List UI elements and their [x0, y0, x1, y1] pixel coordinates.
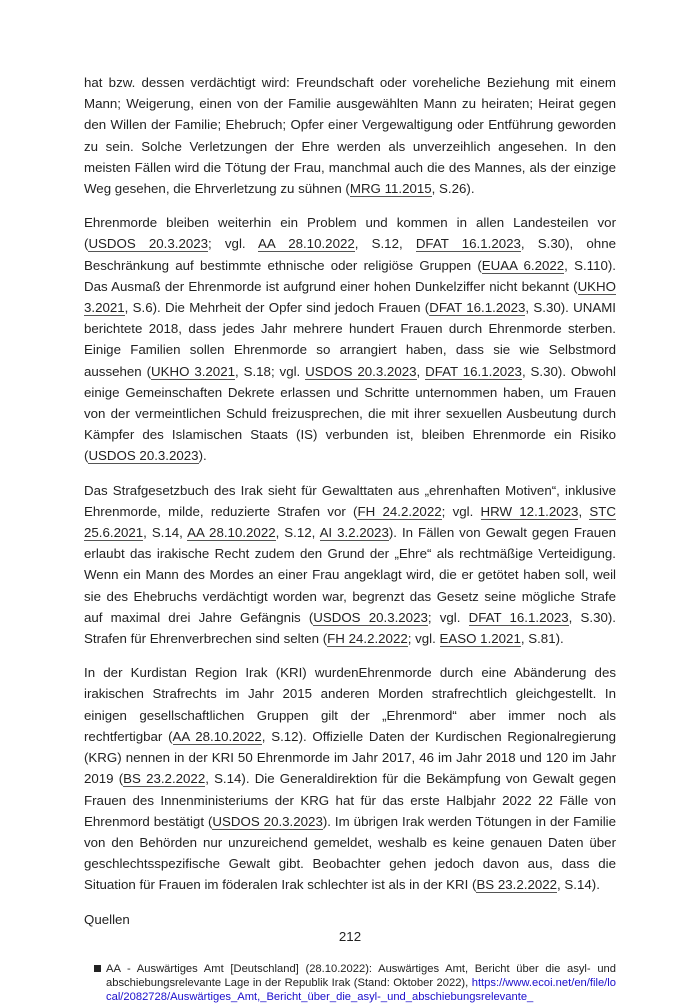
citation-link[interactable]: DFAT 16.1.2023	[468, 609, 569, 625]
citation-link[interactable]: USDOS 20.3.2023	[88, 448, 199, 464]
paragraph	[84, 212, 616, 466]
citation-link[interactable]: USDOS 20.3.2023	[212, 813, 323, 829]
text-run: , S.30). Strafen für Ehrenverbrechen sind selten (	[84, 609, 617, 647]
text-run: , S.12). Offizielle Daten der Kurdischen Regionalregierung (KRG) nennen in der KRI 50 Ehrenmorde im Jahr 2017, 46 im Jahr 2018 und 120 im Jahr 2019 (	[84, 728, 616, 787]
citation-link[interactable]: FH 24.2.2022	[327, 631, 408, 647]
citation-link[interactable]: STC 25.6.2021	[84, 503, 616, 541]
citation-link[interactable]: DFAT 16.1.2023	[415, 236, 521, 252]
text-run: ; vgl.	[441, 503, 481, 519]
text-run: ). Im übrigen Irak werden Tötungen in der Familie von den Behörden nur unzureichend gemeldet, weshalb es keine genauen Daten über geschlechtsspezifische Gewalt gibt. Beobachter gehen jedoch davon aus, dass die Situation für Frauen im föderalen Irak schlechter ist als in der KRI (	[84, 813, 617, 893]
paragraph	[84, 72, 616, 199]
text-run: , S.26).	[431, 181, 475, 197]
text-run: ; vgl.	[427, 609, 469, 625]
citation-link[interactable]: HRW 12.1.2023	[480, 503, 579, 519]
text-run: hat bzw. dessen verdächtigt wird: Freundschaft oder voreheliche Beziehung mit einem Mann; Weigerung, einen von der Familie ausgewählten Mann zu heiraten; Heirat gegen den Willen der Familie; Ehebruch; Opfer einer Vergewaltigung oder Entführung geworden zu sein. Solche Verletzungen der Ehre werden als unverzeihlich angesehen. In den meisten Fällen wird die Tötung der Frau, manchmal auch die des Mannes, als der einzige Weg gesehen, die Ehrverletzung zu sühnen (	[84, 75, 616, 197]
page-number: 212	[338, 929, 362, 944]
source-text: AA - Auswärtiges Amt [Deutschland] (28.10.2022): Auswärtiges Amt, Bericht über die asyl- und abschiebungsrelevante Lage in der Republik Irak (Stand: Oktober 2022),	[106, 962, 616, 989]
citation-link[interactable]: BS 23.2.2022	[123, 771, 206, 787]
citation-link[interactable]: AA 28.10.2022	[187, 525, 276, 541]
citation-link[interactable]: DFAT 16.1.2023	[429, 300, 526, 316]
paragraph	[84, 662, 616, 895]
citation-link[interactable]: USDOS 20.3.2023	[313, 609, 428, 625]
source-item	[94, 962, 616, 1004]
citation-link[interactable]: UKHO 3.2021	[84, 278, 616, 316]
text-run: ; vgl.	[407, 631, 440, 647]
citation-link[interactable]: AA 28.10.2022	[172, 728, 262, 744]
citation-link[interactable]: FH 24.2.2022	[357, 503, 442, 519]
text-run: , S.14).	[557, 877, 600, 893]
text-run: , S.30). Obwohl einige Gemeinschaften Dekrete erlassen und Schritte unternommen haben, um Frauen von der vermeintlichen Schuld freizusprechen, die mit ihrer sexuellen Ausbeutung durch Kämpfer des Islamischen Staats (IS) verbunden ist, bleiben Ehrenmorde ein Risiko (	[84, 363, 616, 464]
text-run: ). In Fällen von Gewalt gegen Frauen erlaubt das irakische Recht zudem den Grund der „Ehre“ als rechtmäßige Verteidigung. Wenn ein Mann des Mordes an einer Frau angeklagt wird, die er getötet haben soll, weil sie des Ehebruchs verdächtigt worden war, begrenzt das Gesetz seine mögliche Strafe auf maximal drei Jahre Gefängnis (	[84, 525, 616, 625]
sources-list	[84, 962, 616, 1004]
text-run: , S.14). Die Generaldirektion für die Bekämpfung von Gewalt gegen Frauen des Innenministeriums der KRG hat für das erste Halbjahr 2022 22 Fälle von Ehrenmord bestätigt (	[84, 771, 617, 829]
text-run: , S.110). Das Ausmaß der Ehrenmorde ist aufgrund einer hohen Dunkelziffer nicht bekannt (	[84, 257, 616, 294]
citation-link[interactable]: AA 28.10.2022	[258, 236, 355, 252]
source-url-link[interactable]: https://www.ecoi.net/en/file/local/2082728/Auswärtiges_Amt,_Bericht_über_die_asyl-_und_abschiebungsrelevante_	[106, 976, 616, 1003]
text-run: ; vgl.	[208, 236, 259, 252]
citation-link[interactable]: USDOS 20.3.2023	[305, 363, 417, 379]
citation-link[interactable]: UKHO 3.2021	[151, 363, 235, 379]
citation-link[interactable]: MRG 11.2015	[349, 181, 432, 197]
document-page	[84, 72, 616, 1004]
square-bullet-icon	[94, 965, 101, 972]
citation-link[interactable]: USDOS 20.3.2023	[88, 236, 209, 252]
text-run: ,	[578, 503, 590, 519]
sources-heading: Quellen	[84, 911, 130, 927]
text-run: In der Kurdistan Region Irak (KRI) wurdenEhrenmorde durch eine Abänderung des irakischen Strafrechts im Jahr 2015 anderen Morden strafrechtlich gleichgestellt. In einigen gesellschaftlichen Gruppen gilt der „Ehrenmord“ aber immer noch als rechtfertigbar (	[84, 665, 616, 744]
text-run: Das Strafgesetzbuch des Irak sieht für Gewalttaten aus „ehrenhaften Motiven“, inklusive Ehrenmorde, milde, reduzierte Strafen vor (	[84, 482, 616, 519]
citation-link[interactable]: AI 3.2.2023	[319, 525, 389, 541]
citation-link[interactable]: EUAA 6.2022	[481, 257, 565, 273]
citation-link[interactable]: EASO 1.2021	[439, 631, 521, 647]
text-run: ,	[416, 363, 426, 379]
body-text	[84, 72, 616, 896]
text-run: , S.81).	[520, 631, 564, 647]
citation-link[interactable]: BS 23.2.2022	[476, 877, 558, 893]
citation-link[interactable]: DFAT 16.1.2023	[425, 363, 522, 379]
text-run: ).	[198, 448, 207, 464]
paragraph	[84, 480, 616, 650]
text-run: , S.12,	[354, 236, 416, 252]
text-run: , S.14,	[143, 525, 188, 541]
text-run: , S.6). Die Mehrheit der Opfer sind jedoch Frauen (	[124, 300, 430, 316]
text-run: , S.18; vgl.	[235, 363, 306, 379]
text-run: , S.30). UNAMI berichtete 2018, dass jedes Jahr mehrere hundert Frauen durch Ehrenmorde sterben. Einige Familien sollen Ehrenmorde so arrangiert haben, dass sie wie Selbstmord aussehen (	[84, 300, 616, 379]
text-run: , S.30), ohne Beschränkung auf bestimmte ethnische oder religiöse Gruppen (	[84, 236, 616, 273]
text-run: Ehrenmorde bleiben weiterhin ein Problem und kommen in allen Landesteilen vor (	[84, 215, 616, 252]
text-run: , S.12,	[275, 525, 320, 541]
